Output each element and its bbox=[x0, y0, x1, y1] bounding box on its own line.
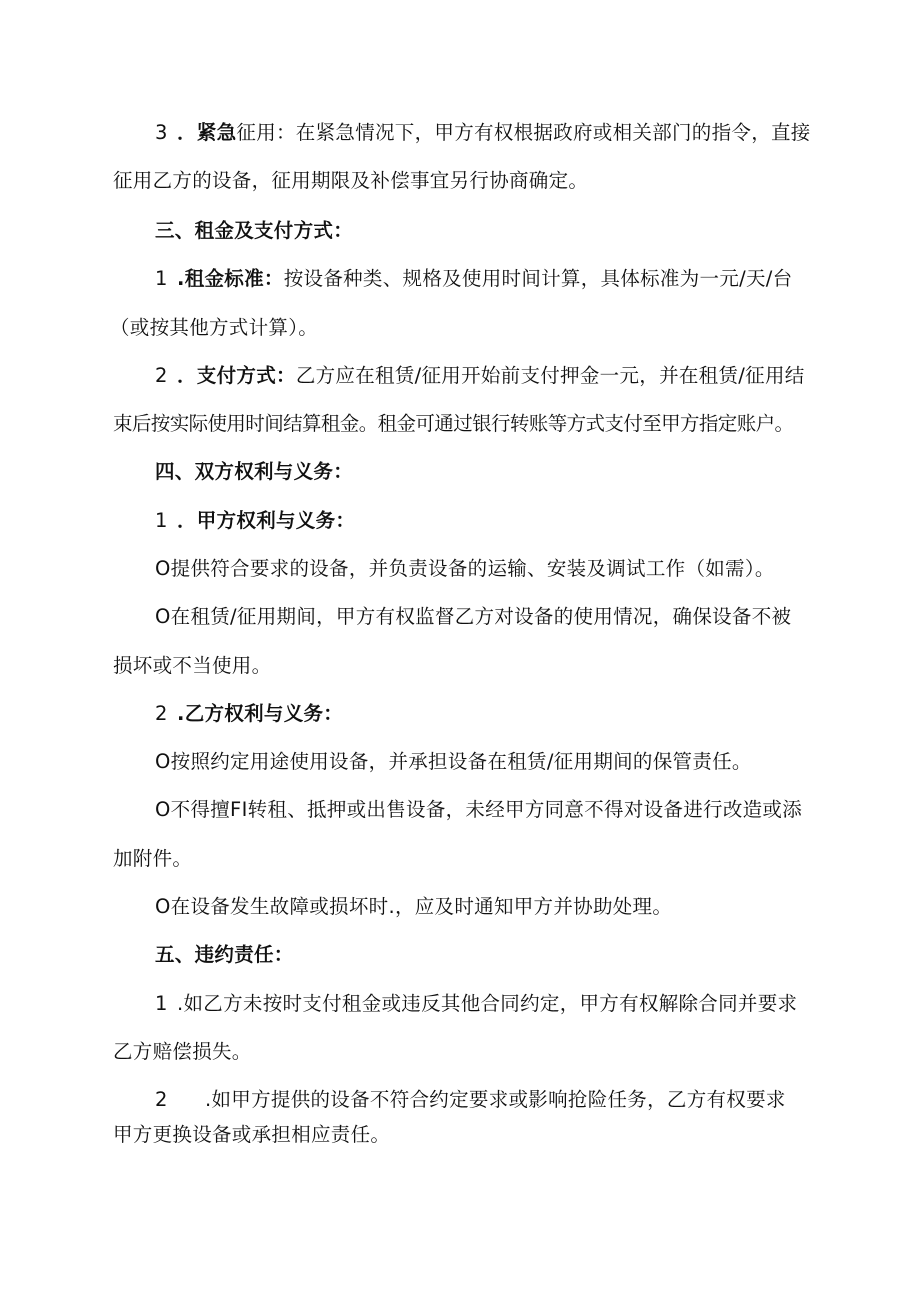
item-number: 2 bbox=[155, 702, 168, 725]
item-number: 2 bbox=[155, 1088, 168, 1111]
sec2-item3-line1 bbox=[155, 120, 811, 146]
sec5-item2-line2: 甲方更换设备或承担相应责任。 bbox=[113, 1123, 391, 1146]
item-lead: ．紧急 bbox=[177, 121, 237, 144]
sec2-item3-line2: 征用乙方的设备，征用期限及补偿事宜另行协商确定。 bbox=[113, 169, 589, 192]
item-text: 按设备种类、规格及使用时间计算，具体标准为一元/天/台 bbox=[283, 267, 793, 290]
item-number: 1 bbox=[155, 267, 168, 290]
sec4-bullet2-line1: O在租赁/征用期间，甲方有权监督乙方对设备的使用情况，确保设备不被 bbox=[155, 605, 792, 628]
item-lead: .乙方权利与义务： bbox=[177, 702, 344, 725]
sec3-item2-line2: 束后按实际使用时间结算租金。租金可通过银行转账等方式支付至甲方指定账户。 bbox=[113, 412, 794, 435]
sec5-heading: 五、违约责任： bbox=[155, 943, 294, 966]
item-lead: ．支付方式： bbox=[177, 364, 296, 387]
sec3-item2-line1 bbox=[155, 363, 805, 389]
sec5-item1-line1 bbox=[155, 991, 797, 1017]
sec3-item1-line2: （或按其他方式计算）。 bbox=[110, 316, 319, 339]
sec4-bullet4-line2: 加附件。 bbox=[113, 847, 193, 870]
item-lead: ．甲方权利与义务： bbox=[177, 509, 356, 532]
sec5-item2-line1 bbox=[155, 1087, 786, 1113]
sec4-bullet3: O按照约定用途使用设备，并承担设备在租赁/征用期间的保管责任。 bbox=[155, 750, 752, 773]
sec3-item1-line1 bbox=[155, 266, 792, 292]
sec4-item1-heading bbox=[155, 508, 355, 534]
sec4-bullet5: O在设备发生故障或损坏时.，应及时通知甲方并协助处理。 bbox=[155, 895, 673, 918]
item-number: 2 bbox=[155, 364, 168, 387]
item-number: 3 bbox=[155, 121, 168, 144]
item-lead: .租金标准： bbox=[177, 267, 284, 290]
sec4-bullet2-line2: 损坏或不当使用。 bbox=[113, 654, 272, 677]
sec5-item1-line2: 乙方赔偿损失。 bbox=[113, 1040, 252, 1063]
item-text: .如乙方未按时支付租金或违反其他合同约定，甲方有权解除合同并要求 bbox=[177, 992, 798, 1015]
item-text: 征用：在紧急情况下，甲方有权根据政府或相关部门的指令，直接 bbox=[236, 121, 811, 144]
sec4-bullet1: O提供符合要求的设备，并负责设备的运输、安装及调试工作（如需）。 bbox=[155, 557, 775, 580]
item-text: .如甲方提供的设备不符合约定要求或影响抢险任务，乙方有权要求 bbox=[205, 1088, 786, 1111]
sec4-item2-heading bbox=[155, 701, 343, 727]
item-text: 乙方应在租赁/征用开始前支付押金一元，并在租赁/征用结 bbox=[295, 364, 805, 387]
item-number: 1 bbox=[155, 509, 168, 532]
sec4-bullet4-line1: O不得擅FI转租、抵押或出售设备，未经甲方同意不得对设备进行改造或添 bbox=[155, 798, 803, 821]
sec4-heading: 四、双方权利与义务： bbox=[155, 460, 354, 483]
item-number: 1 bbox=[155, 992, 168, 1015]
sec3-heading: 三、租金及支付方式： bbox=[155, 219, 354, 242]
